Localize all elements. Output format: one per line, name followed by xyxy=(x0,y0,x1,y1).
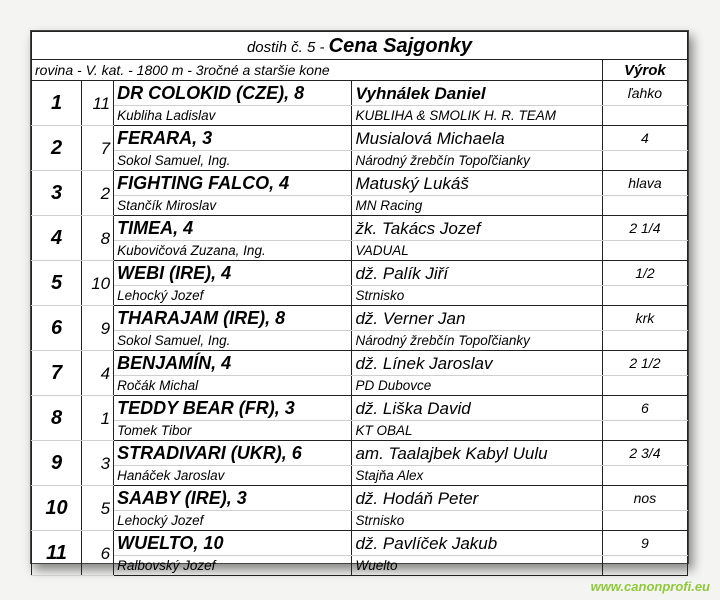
place: 2 xyxy=(32,126,82,171)
margin-blank xyxy=(602,511,687,531)
conditions-row xyxy=(32,60,688,81)
start-number: 4 xyxy=(82,351,114,396)
result-row xyxy=(32,81,688,106)
result-row-detail xyxy=(32,196,688,216)
horse-name: STRADIVARI (UKR), 6 xyxy=(114,441,352,466)
place: 3 xyxy=(32,171,82,216)
margin: 2 1/2 xyxy=(602,351,687,376)
race-conditions: rovina - V. kat. - 1800 m - 3ročné a staršie kone xyxy=(32,60,603,81)
owner-name: Národný žrebčín Topoľčianky xyxy=(352,151,602,171)
jockey-name: dž. Palík Jiří xyxy=(352,261,602,286)
race-name: Cena Sajgonky xyxy=(328,34,473,57)
jockey-name: dž. Liška David xyxy=(352,396,602,421)
result-row xyxy=(32,171,688,196)
margin-blank xyxy=(602,421,687,441)
jockey-name: am. Taalajbek Kabyl Uulu xyxy=(352,441,602,466)
trainer-name: Stančík Miroslav xyxy=(114,196,352,216)
horse-name: BENJAMÍN, 4 xyxy=(114,351,352,376)
place: 1 xyxy=(32,81,82,126)
horse-name: WUELTO, 10 xyxy=(114,531,352,556)
margin: 4 xyxy=(602,126,687,151)
margin: hlava xyxy=(602,171,687,196)
watermark: www.canonprofi.eu xyxy=(590,579,710,594)
margin-blank xyxy=(602,466,687,486)
margin-blank xyxy=(602,331,687,351)
trainer-name: Lehocký Jozef xyxy=(114,511,352,531)
result-row-detail xyxy=(32,466,688,486)
owner-name: Wuelto xyxy=(352,556,602,576)
place: 11 xyxy=(32,531,82,576)
result-row-detail xyxy=(32,106,688,126)
jockey-name: dž. Pavlíček Jakub xyxy=(352,531,602,556)
owner-name: Národný žrebčín Topoľčianky xyxy=(352,331,602,351)
margin: 1/2 xyxy=(602,261,687,286)
result-row xyxy=(32,351,688,376)
result-row-detail xyxy=(32,151,688,171)
owner-name: KUBLIHA & SMOLIK H. R. TEAM xyxy=(352,106,602,126)
trainer-name: Hanáček Jaroslav xyxy=(114,466,352,486)
jockey-name: žk. Takács Jozef xyxy=(352,216,602,241)
trainer-name: Sokol Samuel, Ing. xyxy=(114,331,352,351)
result-row xyxy=(32,531,688,556)
result-row-detail xyxy=(32,376,688,396)
start-number: 1 xyxy=(82,396,114,441)
jockey-name: dž. Verner Jan xyxy=(352,306,602,331)
trainer-name: Ralbovský Jozef xyxy=(114,556,352,576)
margin: 6 xyxy=(602,396,687,421)
trainer-name: Ročák Michal xyxy=(114,376,352,396)
horse-name: FIGHTING FALCO, 4 xyxy=(114,171,352,196)
horse-name: THARAJAM (IRE), 8 xyxy=(114,306,352,331)
margin: ľahko xyxy=(602,81,687,106)
result-row xyxy=(32,396,688,421)
result-row-detail xyxy=(32,241,688,261)
results-card xyxy=(30,30,689,573)
result-row xyxy=(32,306,688,331)
jockey-name: dž. Hodáň Peter xyxy=(352,486,602,511)
result-row xyxy=(32,441,688,466)
place: 4 xyxy=(32,216,82,261)
result-row xyxy=(32,486,688,511)
owner-name: MN Racing xyxy=(352,196,602,216)
horse-name: FERARA, 3 xyxy=(114,126,352,151)
owner-name: Strnisko xyxy=(352,286,602,306)
horse-name: WEBI (IRE), 4 xyxy=(114,261,352,286)
owner-name: VADUAL xyxy=(352,241,602,261)
trainer-name: Kubovičová Zuzana, Ing. xyxy=(114,241,352,261)
margin-blank xyxy=(602,286,687,306)
trainer-name: Sokol Samuel, Ing. xyxy=(114,151,352,171)
jockey-name: Vyhnálek Daniel xyxy=(352,81,602,106)
horse-name: SAABY (IRE), 3 xyxy=(114,486,352,511)
start-number: 10 xyxy=(82,261,114,306)
result-row-detail xyxy=(32,421,688,441)
place: 5 xyxy=(32,261,82,306)
result-row-detail xyxy=(32,286,688,306)
start-number: 2 xyxy=(82,171,114,216)
margin-blank xyxy=(602,106,687,126)
margin: 2 3/4 xyxy=(602,441,687,466)
margin: nos xyxy=(602,486,687,511)
race-title xyxy=(32,32,688,60)
result-row-detail xyxy=(32,331,688,351)
owner-name: Strnisko xyxy=(352,511,602,531)
horse-name: TEDDY BEAR (FR), 3 xyxy=(114,396,352,421)
owner-name: PD Dubovce xyxy=(352,376,602,396)
start-number: 6 xyxy=(82,531,114,576)
margin: 9 xyxy=(602,531,687,556)
owner-name: KT OBAL xyxy=(352,421,602,441)
margin-blank xyxy=(602,151,687,171)
results-table xyxy=(31,31,688,576)
place: 7 xyxy=(32,351,82,396)
horse-name: DR COLOKID (CZE), 8 xyxy=(114,81,352,106)
start-number: 8 xyxy=(82,216,114,261)
horse-name: TIMEA, 4 xyxy=(114,216,352,241)
trainer-name: Kubliha Ladislav xyxy=(114,106,352,126)
verdict-header: Výrok xyxy=(602,60,687,81)
trainer-name: Lehocký Jozef xyxy=(114,286,352,306)
margin-blank xyxy=(602,556,687,576)
result-row xyxy=(32,126,688,151)
result-row xyxy=(32,261,688,286)
result-row xyxy=(32,216,688,241)
owner-name: Stajňa Alex xyxy=(352,466,602,486)
margin-blank xyxy=(602,376,687,396)
margin-blank xyxy=(602,241,687,261)
title-row xyxy=(32,32,688,60)
start-number: 11 xyxy=(82,81,114,126)
start-number: 3 xyxy=(82,441,114,486)
race-number: dostih č. 5 - xyxy=(246,38,325,56)
jockey-name: dž. Línek Jaroslav xyxy=(352,351,602,376)
result-row-detail xyxy=(32,511,688,531)
trainer-name: Tomek Tibor xyxy=(114,421,352,441)
place: 6 xyxy=(32,306,82,351)
start-number: 5 xyxy=(82,486,114,531)
jockey-name: Musialová Michaela xyxy=(352,126,602,151)
margin-blank xyxy=(602,196,687,216)
margin: 2 1/4 xyxy=(602,216,687,241)
place: 10 xyxy=(32,486,82,531)
margin: krk xyxy=(602,306,687,331)
place: 8 xyxy=(32,396,82,441)
start-number: 9 xyxy=(82,306,114,351)
start-number: 7 xyxy=(82,126,114,171)
result-row-detail xyxy=(32,556,688,576)
place: 9 xyxy=(32,441,82,486)
jockey-name: Matuský Lukáš xyxy=(352,171,602,196)
